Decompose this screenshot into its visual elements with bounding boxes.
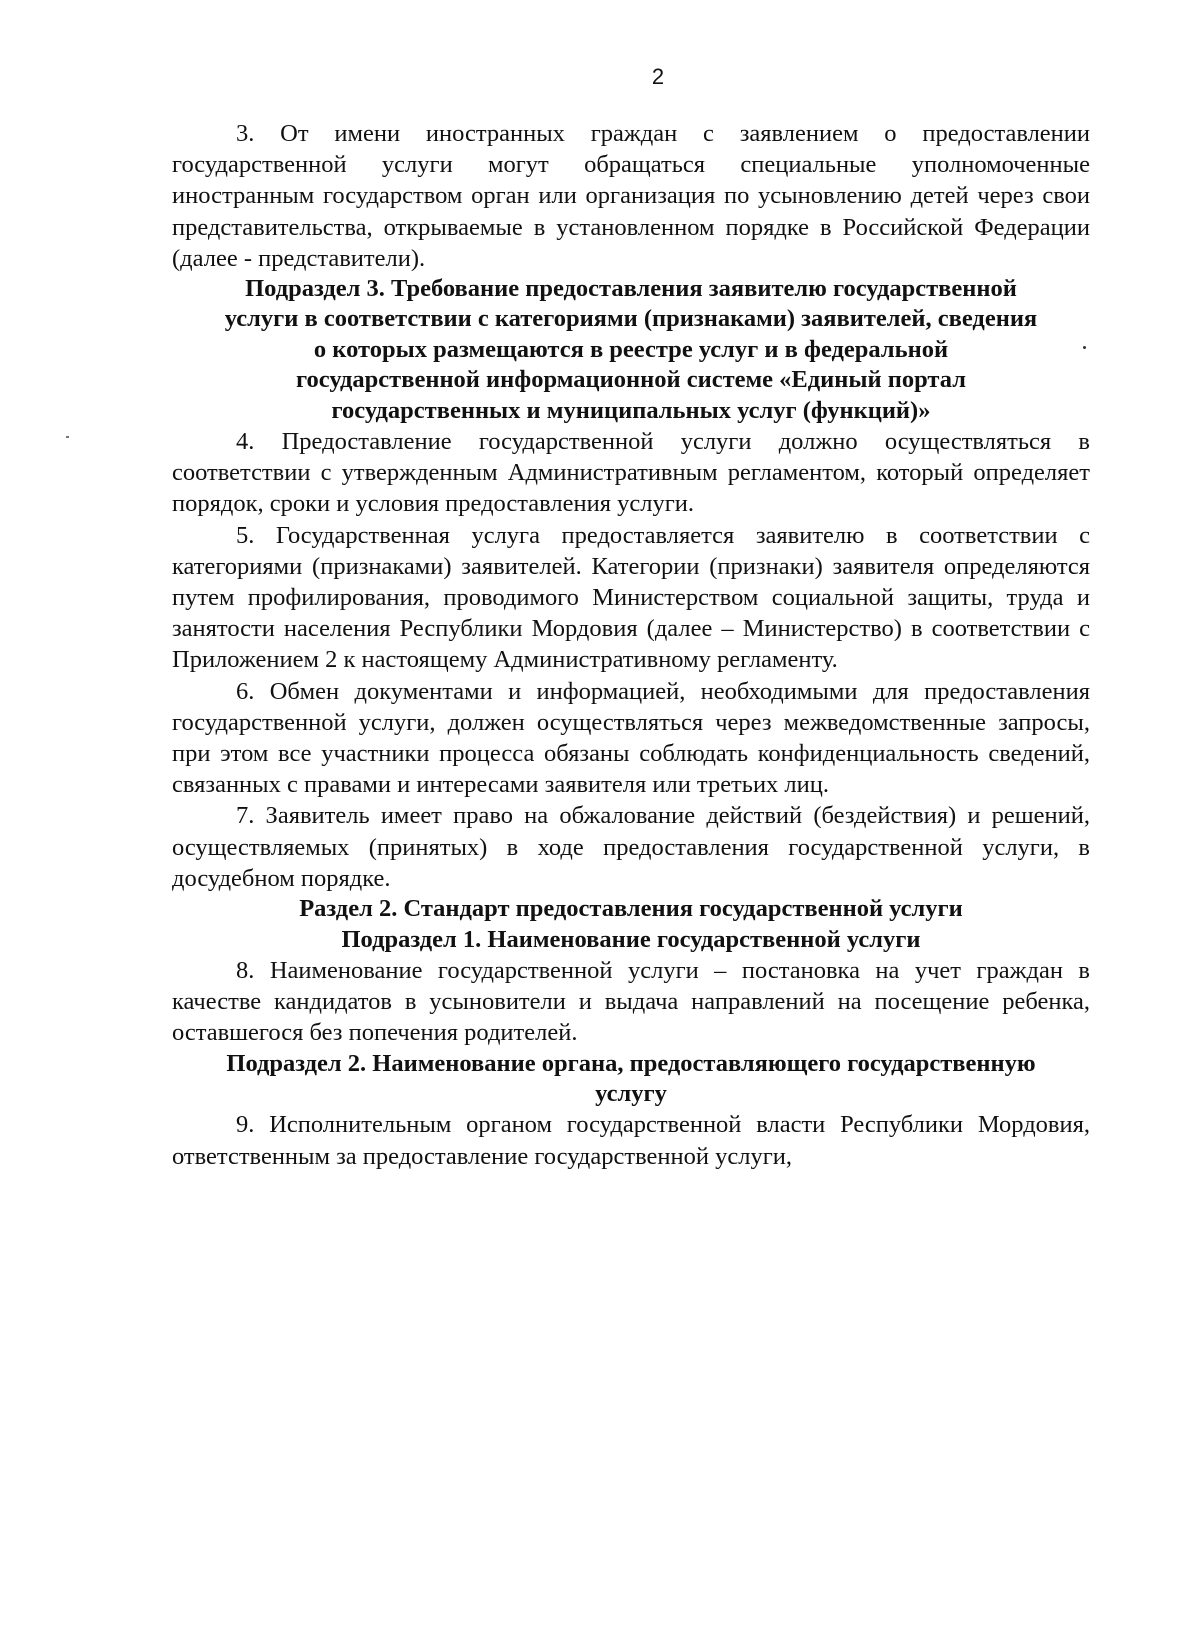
paragraph-6: 6. Обмен документами и информацией, необходимыми для предоставления государственной услуги, должен осуществляться через межведомственные запросы, при этом все участники процесса обязаны соблюдать конфиденциальность сведений, связанных с правами и интересами заявителя или третьих лиц.	[172, 677, 1090, 799]
page-number: 2	[651, 64, 665, 89]
heading-line: Подраздел 3. Требование предоставления заявителю государственной	[245, 275, 1017, 303]
heading-line: Подраздел 2. Наименование органа, предоставляющего государственную	[226, 1049, 1036, 1077]
heading-line: услугу	[595, 1079, 667, 1107]
scan-artifact	[66, 436, 69, 438]
subsection-2-heading	[172, 1049, 1090, 1110]
paragraph-3: 3. От имени иностранных граждан с заявлением о предоставлении государственной услуги могут обращаться специальные уполномоченные иностранным государством орган или организация по усыновлению детей через свои представительства, открываемые в установленном порядке в Российской Федерации (далее - представители).	[172, 120, 1090, 272]
paragraph-7: 7. Заявитель имеет право на обжалование действий (бездействия) и решений, осуществляемых (принятых) в ходе предоставления государственной услуги, в досудебном порядке.	[172, 802, 1090, 892]
paragraph-5: 5. Государственная услуга предоставляется заявителю в соответствии с категориями (признаками) заявителей. Категории (признаки) заявителя определяются путем профилирования, проводимого Министерством социальной защиты, труда и занятости населения Республики Мордовия (далее – Министерство) в соответствии с Приложением 2 к настоящему Административному регламенту.	[172, 521, 1090, 674]
heading-line: государственной информационной системе «Единый портал	[296, 366, 966, 394]
paragraph-4: 4. Предоставление государственной услуги должно осуществляться в соответствии с утвержденным Административным регламентом, который определяет порядок, сроки и условия предоставления услуги.	[172, 428, 1090, 518]
paragraph-9: 9. Исполнительным органом государственной власти Республики Мордовия, ответственным за предоставление государственной услуги,	[172, 1111, 1090, 1170]
heading-line: государственных и муниципальных услуг (функций)»	[331, 396, 931, 424]
document-body	[172, 118, 1090, 1172]
heading-line: о которых размещаются в реестре услуг и в федеральной	[313, 335, 949, 363]
heading-line: услуги в соответствии с категориями (признаками) заявителей, сведения	[224, 305, 1038, 333]
section-2-heading: Раздел 2. Стандарт предоставления государственной услуги	[299, 895, 963, 923]
subsection-3-heading	[172, 274, 1090, 426]
subsection-1-heading: Подраздел 1. Наименование государственной услуги	[341, 925, 921, 953]
paragraph-8: 8. Наименование государственной услуги – постановка на учет граждан в качестве кандидатов в усыновители и выдача направлений на посещение ребенка, оставшегося без попечения родителей.	[172, 956, 1090, 1047]
